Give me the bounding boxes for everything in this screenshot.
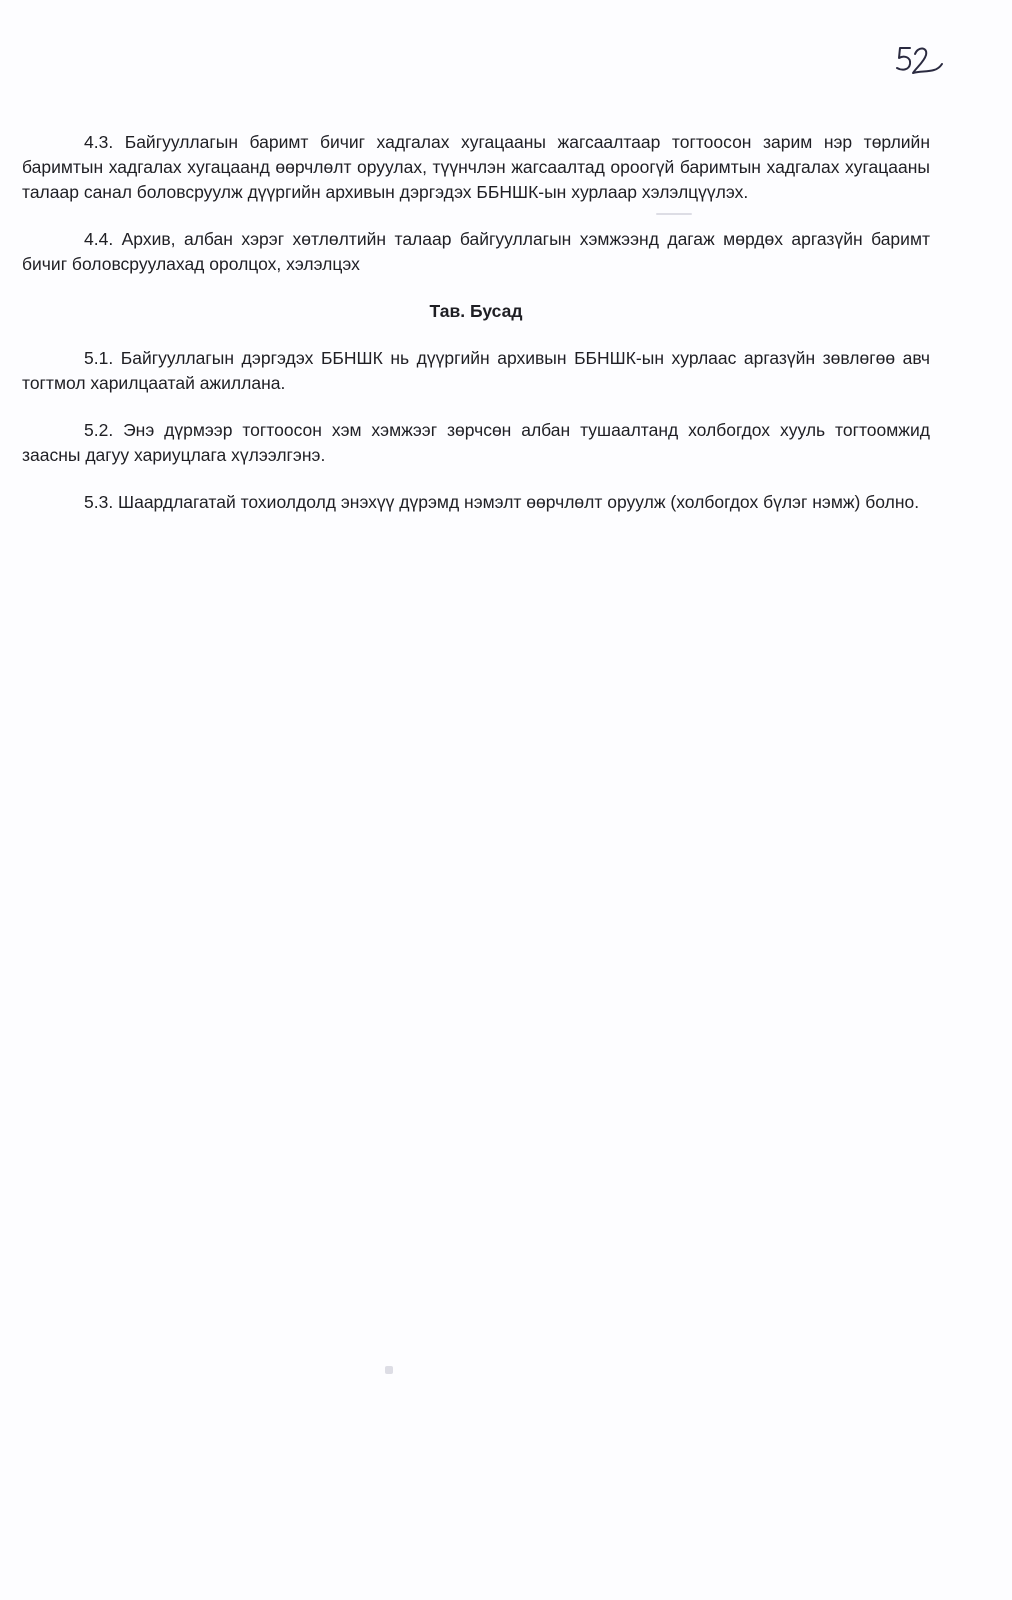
scan-speck <box>385 1366 393 1374</box>
scan-speck <box>656 213 692 215</box>
handwritten-number-drawing <box>894 40 954 80</box>
paragraph-4-4: 4.4. Архив, албан хэрэг хөтлөлтийн талаар байгууллагын хэмжээнд дагаж мөрдөх аргазүйн баримт бичиг боловсруулахад оролцох, хэлэлцэх <box>22 229 930 274</box>
handwritten-page-number <box>894 40 954 80</box>
paragraph-5-3: 5.3. Шаардлагатай тохиолдолд энэхүү дүрэмд нэмэлт өөрчлөлт оруулж (холбогдох бүлэг нэмж) болно. <box>84 492 920 512</box>
section-heading-5: Тав. Бусад <box>429 301 523 321</box>
paragraph-4-3: 4.3. Байгууллагын баримт бичиг хадгалах хугацааны жагсаалтаар тогтоосон зарим нэр төрлийн баримтын хадгалах хугацаанд өөрчлөлт оруулах, түүнчлэн жагсаалтад ороогүй баримтын хадгалах хугацааны талаар санал боловсруулж дүүргийн архивын дэргэдэх ББНШК-ын хурлаар хэлэлцүүлэх. <box>22 132 930 202</box>
paragraph-5-1: 5.1. Байгууллагын дэргэдэх ББНШК нь дүүргийн архивын ББНШК-ын хурлаас аргазүйн зөвлөгөө авч тогтмол харилцаатай ажиллана. <box>22 348 930 393</box>
document-body <box>22 130 930 515</box>
paragraph-5-2: 5.2. Энэ дүрмээр тогтоосон хэм хэмжээг зөрчсөн албан тушаалтанд холбогдох хууль тогтоомжид заасны дагуу хариуцлага хүлээлгэнэ. <box>22 420 930 465</box>
